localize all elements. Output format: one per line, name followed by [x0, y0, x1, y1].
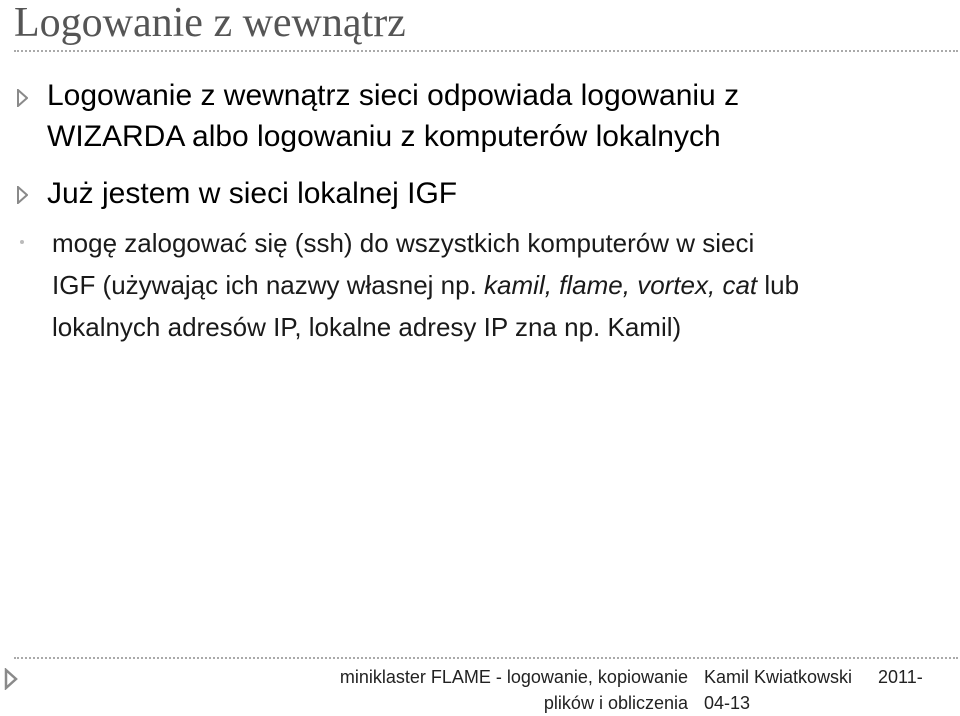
footer-topic-line-1: miniklaster FLAME - logowanie, kopiowanie: [339, 667, 688, 687]
sub-bullet-line-1: mogę zalogować się (ssh) do wszystkich komputerów w sieci: [52, 228, 755, 258]
bullet-arrow-icon: [17, 89, 26, 105]
footer-arrow-icon: [4, 668, 18, 695]
sub-bullet-line-3: lokalnych adresów IP, lokalne adresy IP zna np. Kamil): [52, 312, 682, 342]
footer-date-line-1: 2011-: [878, 667, 923, 687]
sub-bullet-line-2-suffix: lub: [757, 270, 800, 300]
sub-bullet-dot-icon: [20, 240, 24, 244]
footer-topic-line-2: plików i obliczenia: [543, 693, 688, 713]
footer-date-line-2: 04-13: [704, 693, 751, 713]
title-divider: [14, 50, 958, 52]
footer-divider: [14, 657, 958, 659]
bullet-2-line-1: Już jestem w sieci lokalnej IGF: [47, 177, 458, 210]
bullet-arrow-icon: [17, 186, 26, 202]
sub-bullet-line-2-prefix: IGF (używając ich nazwy własnej np.: [52, 270, 485, 300]
footer-topic: [316, 664, 688, 716]
sub-bullet-host-names: kamil, flame, vortex, cat: [484, 270, 758, 300]
footer-author: Kamil Kwiatkowski: [704, 667, 853, 687]
bullet-1-line-2: WIZARDA albo logowaniu z komputerów lokalnych: [47, 120, 721, 153]
sub-bullet-line-2: [52, 264, 952, 306]
bullet-1-line-1: Logowanie z wewnątrz sieci odpowiada logowaniu z: [47, 79, 740, 112]
slide-title: Logowanie z wewnątrz: [14, 0, 406, 46]
